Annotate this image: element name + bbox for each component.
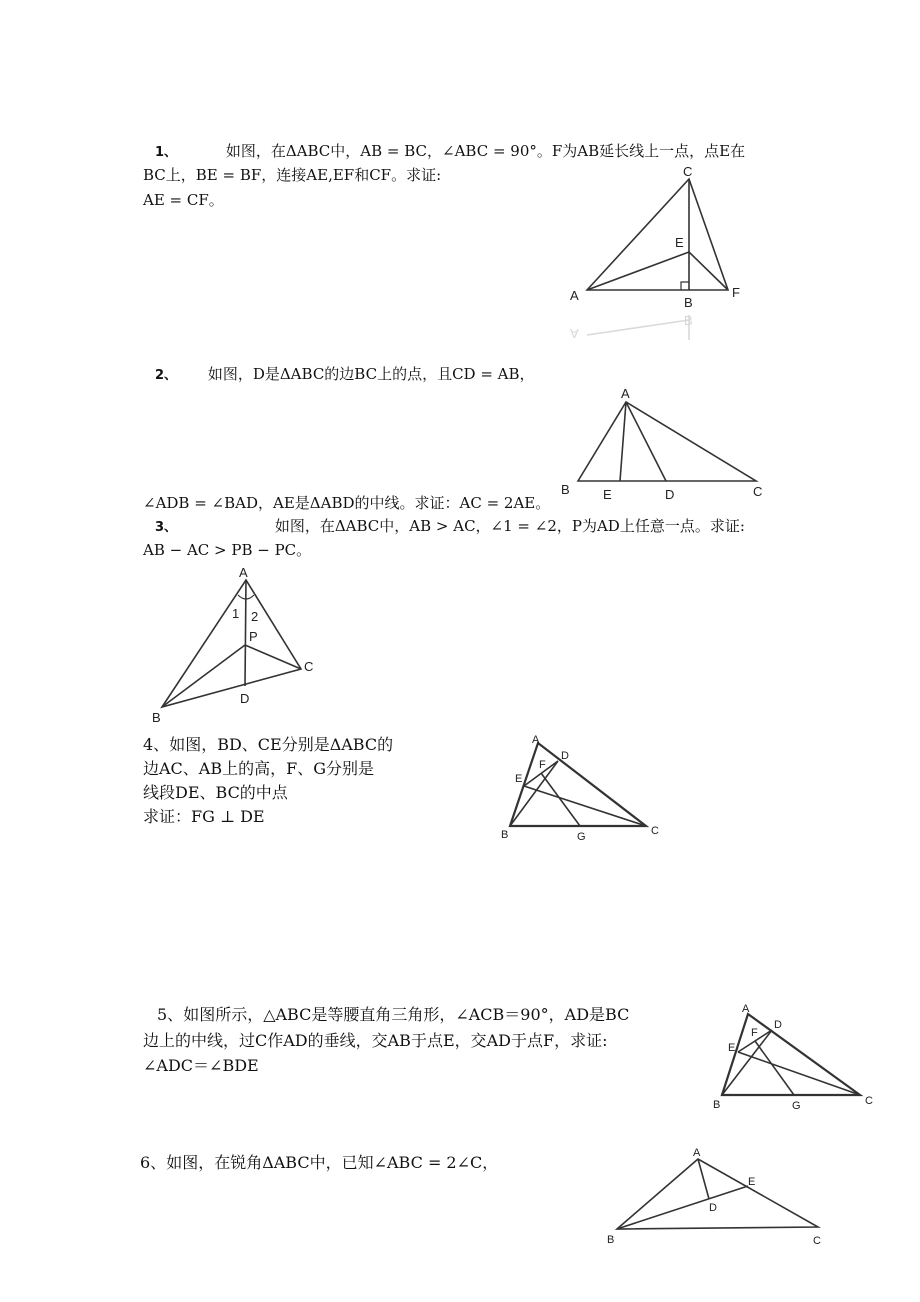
triangle-abc: [578, 402, 756, 481]
problem-5-text: 如图所示，△ABC是等腰直角三角形，∠ACB＝90°，AD是BC: [183, 1005, 630, 1024]
problem-1-line-1: [155, 140, 745, 164]
label-2: 2: [251, 609, 259, 624]
label-f: F: [751, 1027, 758, 1039]
problem-4-line-2: 边AC、AB上的高，F、G分别是: [143, 759, 374, 778]
segment-pc: [245, 645, 301, 669]
segment-ce: [524, 786, 646, 826]
problem-6-figure: [605, 1140, 830, 1250]
right-angle-mark: [681, 282, 689, 290]
label-1: 1: [232, 606, 240, 621]
label-c: C: [651, 825, 659, 837]
label-a: A: [693, 1147, 701, 1159]
problem-3-text: 如图，在ΔABC中，AB > AC，∠1 = ∠2，P为AD上任意一点。求证:: [274, 517, 745, 535]
segment-fg: [541, 773, 580, 826]
segment-pb: [162, 645, 245, 707]
segment-bd: [722, 1030, 772, 1095]
label-a: A: [621, 386, 630, 401]
problem-2-text: 如图，D是ΔABC的边BC上的点，且CD = AB，: [207, 365, 535, 383]
triangle-abc: [162, 580, 301, 707]
problem-3-line-2: AB − AC > PB − PC。: [143, 541, 312, 559]
problem-5-line-2: 边上的中线，过C作AD的垂线，交AB于点E，交AD于点F，求证:: [143, 1031, 608, 1050]
label-f: F: [539, 759, 546, 771]
problem-1-line-2: BC上，BE = BF，连接AE,EF和CF。求证:: [143, 166, 442, 184]
label-d: D: [774, 1019, 782, 1031]
problem-1-line-3: AE = CF。: [143, 191, 224, 209]
label-c: C: [304, 659, 314, 674]
label-e: E: [603, 487, 612, 502]
label-f: F: [732, 285, 740, 300]
label-b: B: [561, 482, 570, 497]
label-b: B: [152, 710, 161, 725]
segment-be: [617, 1186, 748, 1229]
svg-text:A: A: [570, 326, 579, 341]
problem-1-text: 如图，在ΔABC中，AB = BC，∠ABC = 90°。F为AB延长线上一点，点E在: [225, 142, 746, 160]
problem-6-line-1: [140, 1152, 498, 1174]
label-b: B: [501, 829, 509, 841]
label-b: B: [607, 1234, 615, 1246]
problem-1-number: 1、: [155, 145, 178, 160]
label-d: D: [709, 1202, 717, 1214]
label-e: E: [748, 1176, 756, 1188]
problem-4-text: 如图，BD、CE分别是ΔABC的: [169, 735, 394, 754]
problem-2-figure: [558, 386, 773, 501]
label-d: D: [665, 487, 675, 502]
problem-4-line-1: [143, 734, 393, 756]
label-c: C: [753, 484, 763, 499]
label-a: A: [570, 288, 579, 303]
problem-5-number: 5、: [157, 1005, 184, 1024]
segment-ae: [587, 252, 689, 290]
segment-bd: [510, 761, 558, 826]
label-c: C: [813, 1235, 821, 1247]
label-a: A: [239, 565, 248, 580]
problem-4-figure: [498, 730, 663, 845]
label-e: E: [728, 1042, 736, 1054]
problem-4-number: 4、: [143, 735, 170, 754]
problem-5-line-3: ∠ADC＝∠BDE: [143, 1056, 259, 1075]
label-a: A: [532, 734, 540, 746]
problem-3-figure: [150, 565, 325, 725]
label-b: B: [713, 1099, 721, 1111]
label-p: P: [249, 629, 258, 644]
problem-2-number: 2、: [155, 368, 178, 383]
label-e: E: [675, 235, 684, 250]
triangle-abc: [510, 743, 646, 826]
problem-6-text: 如图，在锐角ΔABC中，已知∠ABC = 2∠C，: [166, 1153, 499, 1172]
label-g: G: [792, 1100, 801, 1112]
problem-6-number: 6、: [140, 1153, 167, 1172]
label-b: B: [684, 295, 693, 310]
problem-3-line-1: [155, 515, 745, 539]
problem-2-line-1: [155, 363, 535, 387]
segment-ce: [738, 1052, 860, 1095]
segment-ae: [620, 402, 626, 481]
label-a: A: [742, 1003, 750, 1015]
problem-2-line-2: ∠ADB = ∠BAD，AE是ΔABD的中线。求证：AC = 2AE。: [143, 494, 551, 512]
label-c: C: [683, 164, 693, 179]
triangle-acf: [587, 179, 728, 290]
label-d: D: [240, 691, 250, 706]
problem-5-figure: [710, 1000, 880, 1115]
label-c: C: [865, 1095, 873, 1107]
figure-reflection: [570, 313, 693, 341]
problem-5-line-1: [157, 1004, 629, 1026]
label-d: D: [561, 750, 569, 762]
segment-ad: [245, 580, 246, 686]
problem-4-line-4: 求证：FG ⊥ DE: [143, 807, 265, 826]
problem-4-line-3: 线段DE、BC的中点: [143, 783, 288, 802]
label-e: E: [515, 773, 523, 785]
problem-3-number: 3、: [155, 520, 178, 535]
svg-text:B: B: [684, 313, 693, 328]
segment-fg: [755, 1041, 794, 1095]
problem-1-figure: [560, 165, 760, 345]
label-g: G: [577, 831, 586, 843]
